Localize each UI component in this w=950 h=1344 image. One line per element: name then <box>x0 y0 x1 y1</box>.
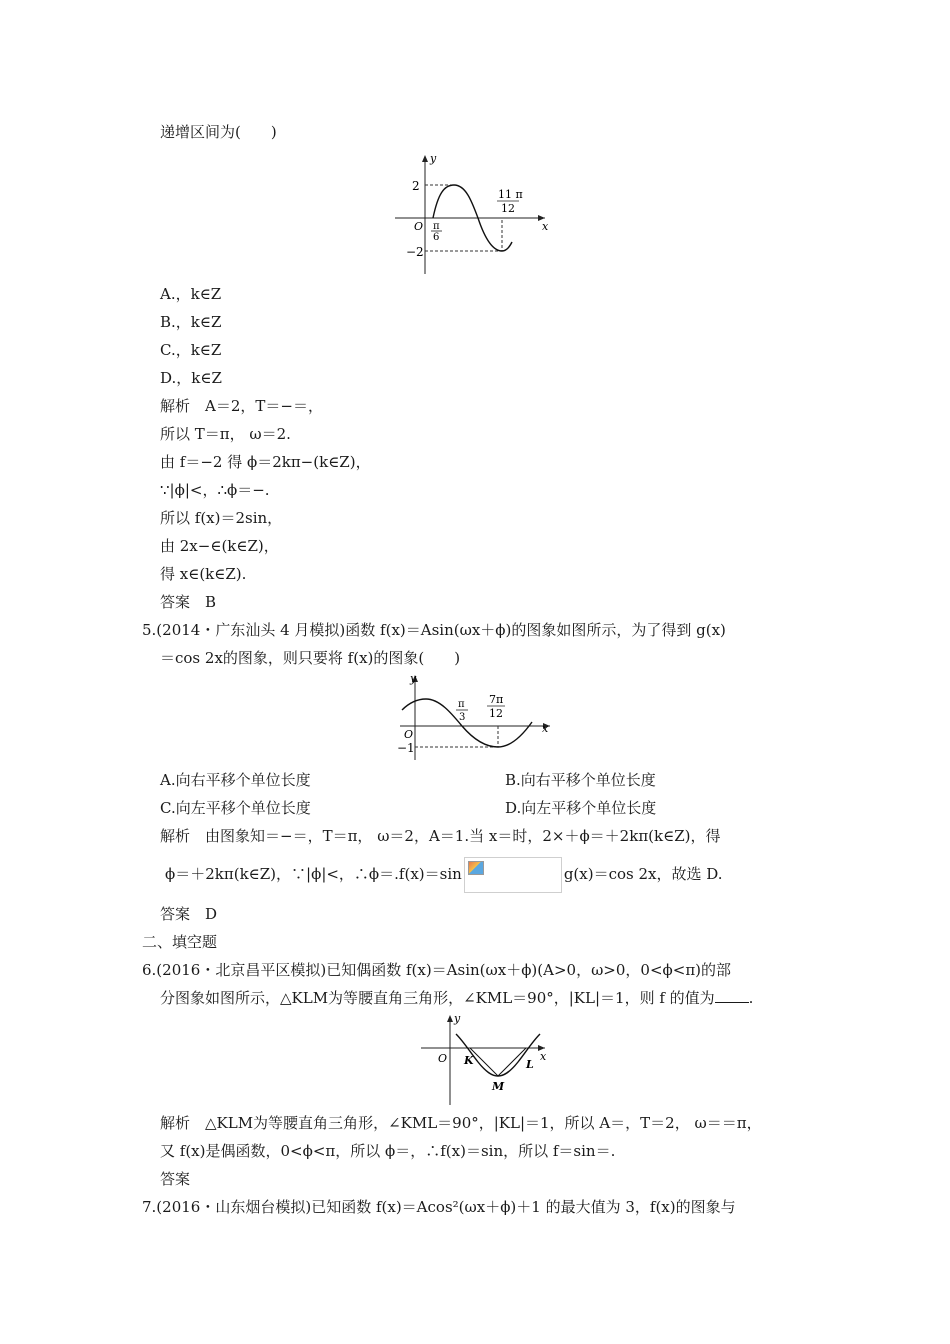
q5-solution-part2: g(x)＝cos 2x，故选 D. <box>563 865 723 883</box>
q6-label-m: M <box>492 1080 505 1093</box>
q6-label-origin: O <box>438 1052 448 1065</box>
q5-solution-part1: ϕ＝＋2kπ(k∈Z)，∵|ϕ|<，∴ϕ＝.f(x)＝sin <box>165 865 462 883</box>
q4-label-x2-den: 12 <box>501 202 515 215</box>
q5-option-c: C.向左平移个单位长度 <box>160 799 311 817</box>
q5-option-b: B.向右平移个单位长度 <box>505 771 656 789</box>
q4-option-b: B.，k∈Z <box>160 313 222 331</box>
q4-answer: 答案 B <box>160 593 217 611</box>
q6-graph <box>418 1012 553 1108</box>
q5-label-x: x <box>542 722 549 735</box>
image-icon <box>468 861 484 875</box>
q4-label-y: y <box>430 152 437 165</box>
q6-label-l: L <box>526 1058 534 1071</box>
q5-solution-line1: 解析 由图象知＝−＝，T＝π， ω＝2，A＝1.当 x＝时，2×＋ϕ＝＋2kπ(k∈Z)，得 <box>160 827 721 845</box>
q4-label-y-max: 2 <box>412 179 420 193</box>
q6-label-k: K <box>464 1054 474 1067</box>
q7-stem-line1: 7.(2016・山东烟台模拟)已知函数 f(x)＝Acos²(ωx＋ϕ)＋1 的最大值为 3，f(x)的图象与 <box>142 1198 736 1216</box>
q4-label-y-min: −2 <box>406 245 424 259</box>
q5-stem-line1: 5.(2014・广东汕头 4 月模拟)函数 f(x)＝Asin(ωx＋ϕ)的图象如图所示，为了得到 g(x) <box>142 621 726 639</box>
q4-option-c: C.，k∈Z <box>160 341 222 359</box>
q5-label-y: y <box>410 672 417 685</box>
q5-solution-line2 <box>165 856 723 893</box>
q4-label-origin: O <box>414 220 424 233</box>
q5-option-d: D.向左平移个单位长度 <box>505 799 657 817</box>
q6-stem-text: 分图象如图所示，△KLM为等腰直角三角形，∠KML＝90°，|KL|＝1，则 f 的值为 <box>160 989 715 1007</box>
q6-label-x: x <box>540 1050 547 1063</box>
q6-answer: 答案 <box>160 1170 191 1188</box>
q4-solution-line: 由 f＝−2 得 ϕ＝2kπ−(k∈Z)， <box>160 453 371 471</box>
q4-solution-line: 所以 T＝π， ω＝2. <box>160 425 291 443</box>
section-heading: 二、填空题 <box>142 933 218 951</box>
q4-solution-line: 得 x∈(k∈Z). <box>160 565 247 583</box>
q4-solution-line: 所以 f(x)＝2sin， <box>160 509 283 527</box>
q4-graph <box>390 150 560 280</box>
q4-label-x2-num: 11 π <box>498 188 523 201</box>
q5-label-x1-num: π <box>458 699 465 710</box>
q6-stem-end: . <box>748 989 754 1007</box>
q6-stem-line2 <box>160 988 753 1008</box>
q5-answer: 答案 D <box>160 905 218 923</box>
q5-label-origin: O <box>404 728 414 741</box>
q6-stem-line1: 6.(2016・北京昌平区模拟)已知偶函数 f(x)＝Asin(ωx＋ϕ)(A>0，ω>0，0<ϕ<π)的部 <box>142 961 732 979</box>
q4-label-x: x <box>542 220 549 233</box>
q4-solution-line: 解析 A＝2，T＝−＝， <box>160 397 323 415</box>
answer-blank <box>715 988 749 1003</box>
q4-option-d: D.，k∈Z <box>160 369 222 387</box>
q4-lead: 递增区间为( ) <box>160 123 277 141</box>
q4-label-x1-den: 6 <box>433 232 440 243</box>
q6-solution-line2: 又 f(x)是偶函数，0<ϕ<π，所以 ϕ＝，∴f(x)＝sin，所以 f＝sin＝. <box>160 1142 616 1160</box>
q4-option-a: A.，k∈Z <box>160 285 222 303</box>
q6-solution-line1: 解析 △KLM为等腰直角三角形，∠KML＝90°，|KL|＝1，所以 A＝，T＝2， ω＝＝π， <box>160 1114 762 1132</box>
q5-option-a: A.向右平移个单位长度 <box>160 771 311 789</box>
q4-solution-line: ∵|ϕ|<，∴ϕ＝−. <box>160 481 270 499</box>
q5-label-x2-num: 7π <box>489 693 504 706</box>
broken-image-placeholder <box>464 857 562 893</box>
q6-label-y: y <box>454 1012 461 1025</box>
q4-solution-line: 由 2x−∈(k∈Z)， <box>160 537 279 555</box>
q5-label-y-min: −1 <box>397 741 415 755</box>
q5-stem-line2: ＝cos 2x的图象，则只要将 f(x)的图象( ) <box>160 649 461 667</box>
q5-label-x2-den: 12 <box>489 707 503 720</box>
q5-graph <box>382 670 562 762</box>
q5-label-x1-den: 3 <box>459 712 466 723</box>
q4-label-x1-num: π <box>433 221 440 232</box>
